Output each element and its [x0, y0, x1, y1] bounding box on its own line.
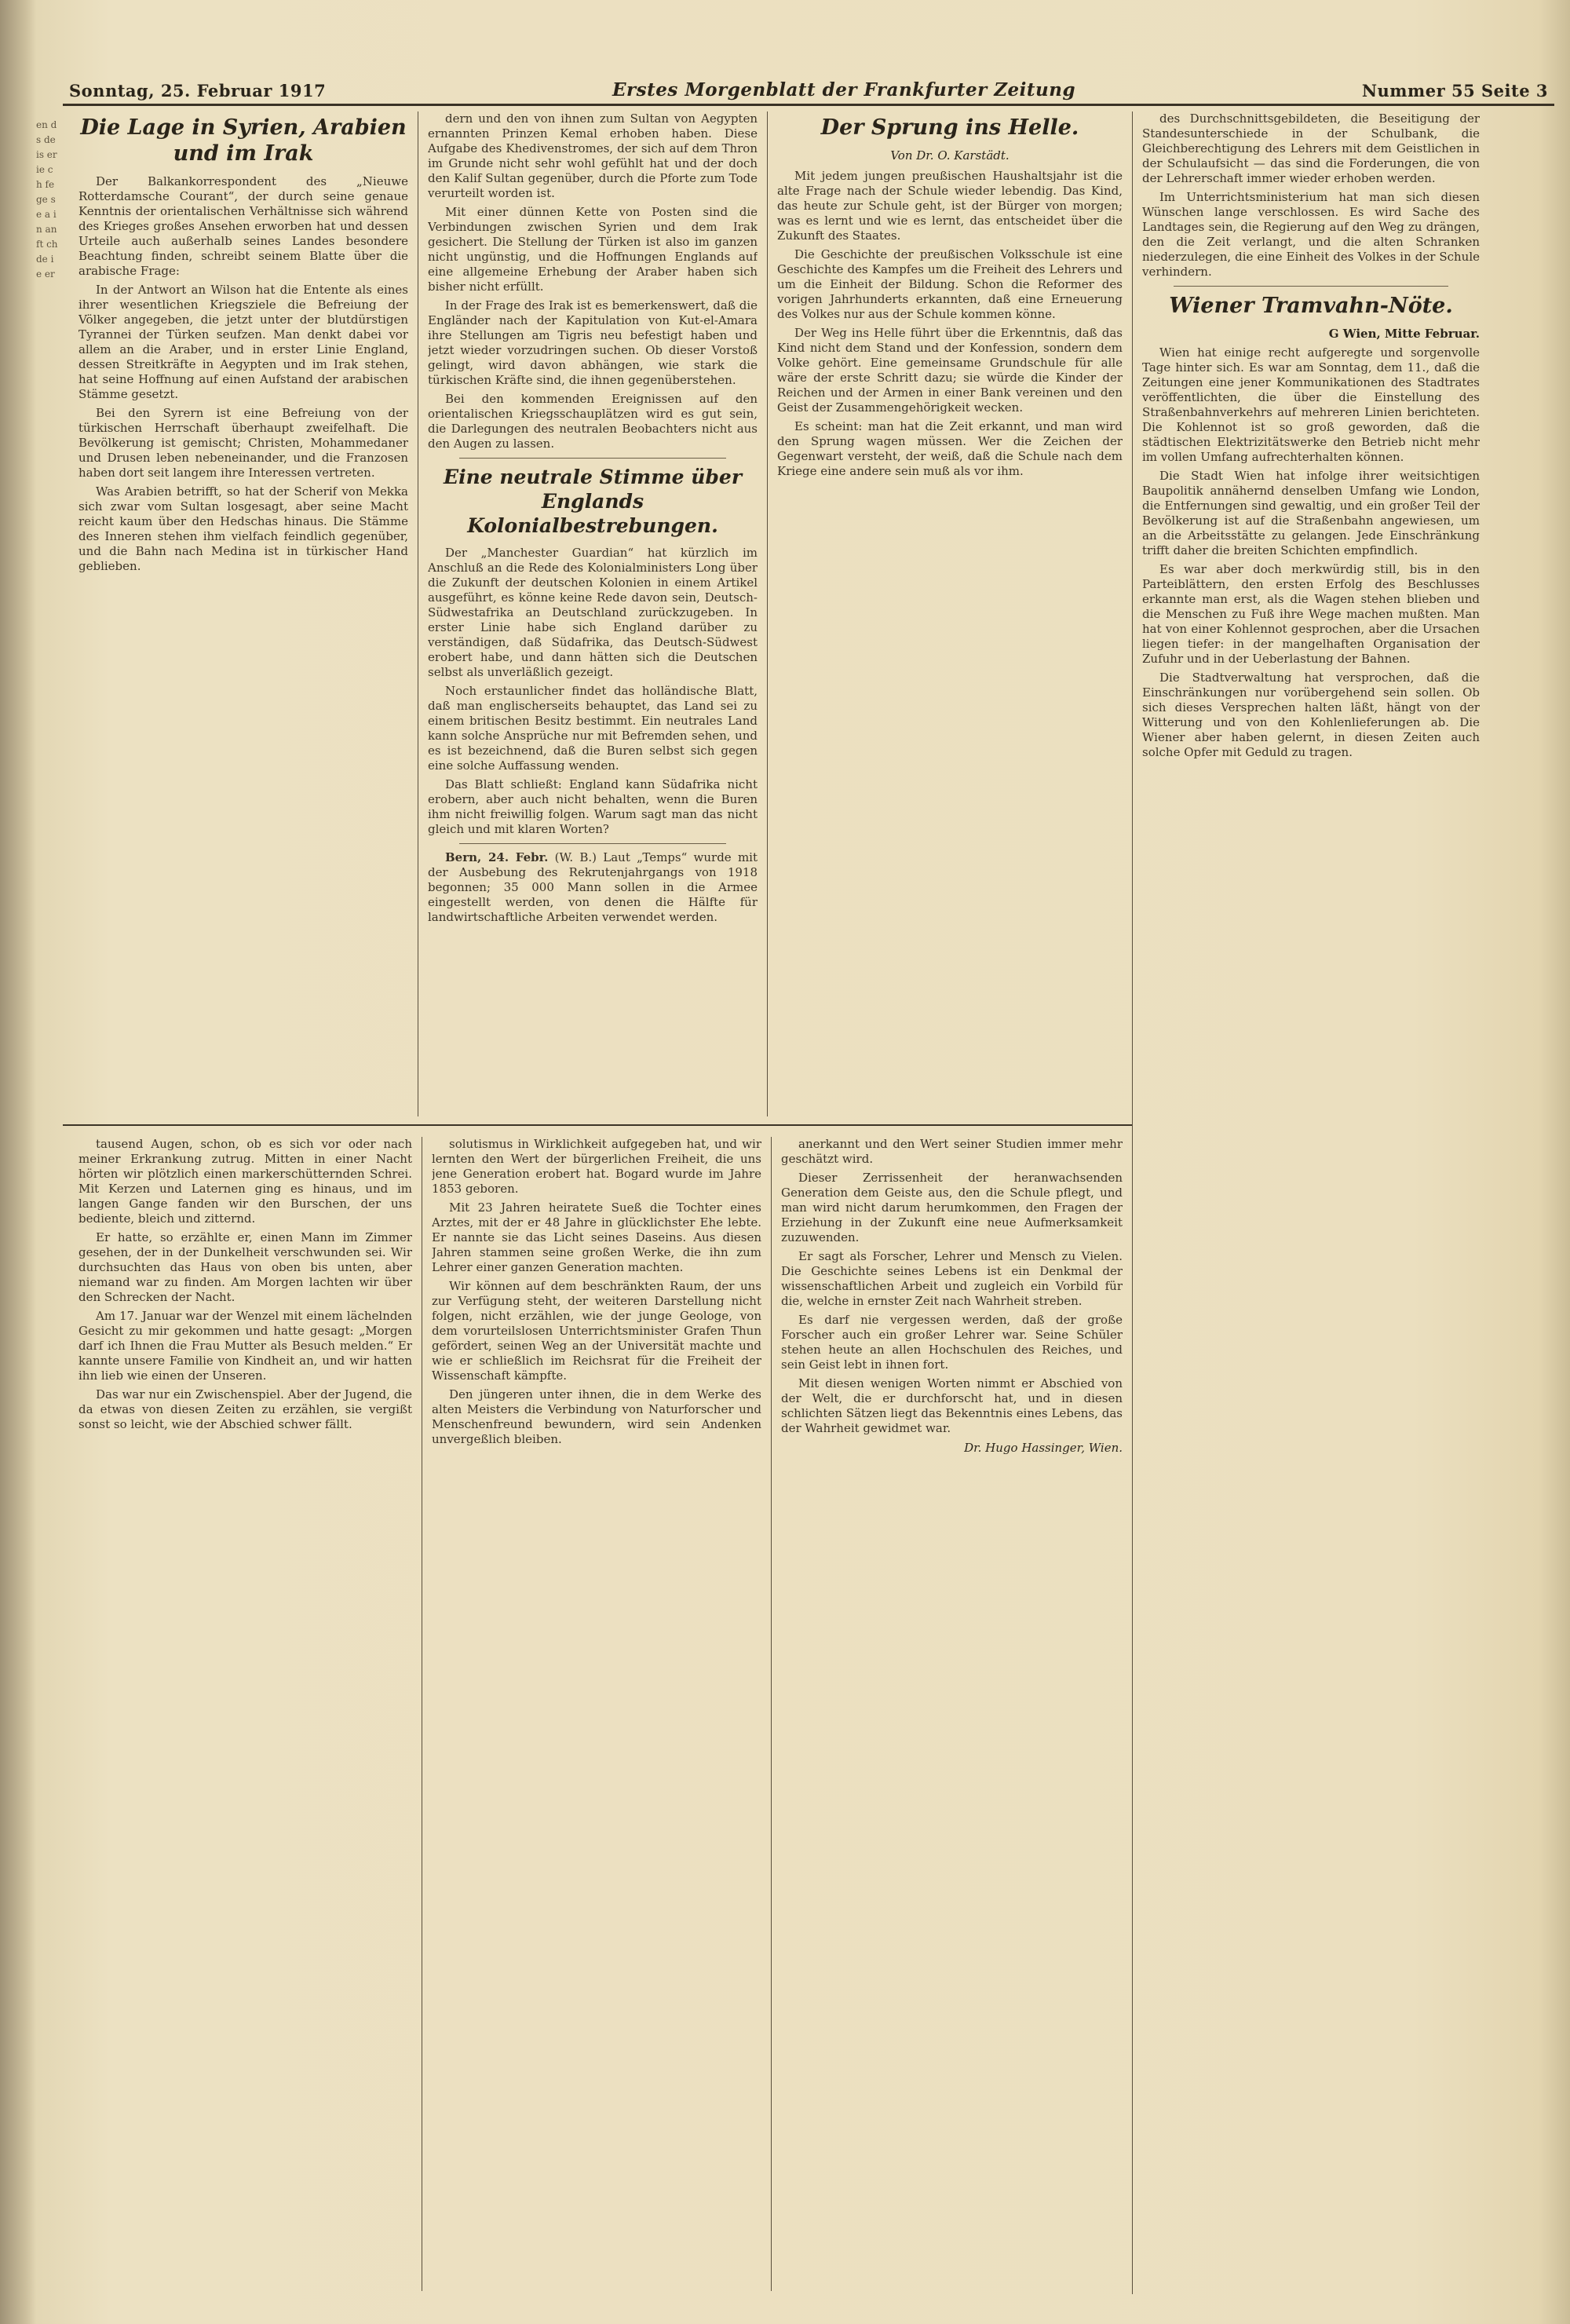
article-school-paragraph: Der Weg ins Helle führt über die Erkenntnis, daß das Kind nicht dem Stand und der Konfession, sondern dem Volke gehört. Eine gemeinsame Grundschule für alle wäre der erste Schritt dazu; sie würde die Kinder der Reichen und der Armen in einer Bank vereinen und den Geist der Zusammengehörigkeit wecken.	[777, 326, 1123, 415]
article-syria-continued: Mit einer dünnen Kette von Posten sind die Verbindungen zwischen Syrien und dem Irak gesichert. Die Stellung der Türken ist also im ganzen nicht ungünstig, und die Hoffnungen Englands auf eine allgemeine Erhebung der Araber haben sich bisher nicht erfüllt.	[428, 205, 758, 294]
article-syria-continued: In der Frage des Irak ist es bemerkenswert, daß die Engländer nach der Kapitulation von Kut-el-Amara ihre Stellungen am Tigris neu befestigt haben und jetzt wieder vorzudringen suchen. Ob dieser Vorstoß gelingt, wird davon abhängen, wie stark die türkischen Kräfte sind, die ihnen gegenüberstehen.	[428, 298, 758, 387]
article-syria-paragraph: In der Antwort an Wilson hat die Entente als eines ihrer wesentlichen Kriegsziele die Befreiung der Völker angegeben, die jetzt unter der blutdürstigen Tyrannei der Türken seufzen. Man denkt dabei vor allem an die Araber, und in erster Linie England, dessen Streitkräfte in Aegypten und im Irak stehen, hat seine Hoffnung auf einen Aufstand der arabischen Stämme gesetzt.	[78, 283, 408, 401]
article-tram-paragraph: Es war aber doch merkwürdig still, bis in den Parteiblättern, den ersten Erfolg des Beschlusses erkannte man erst, als die Wagen stehen blieben und die Menschen zu Fuß ihre Wege machen mußten. Man hat von einer Kohlennot gesprochen, aber die Ursachen liegen tiefer: in der mangelhaften Organisation der Zufuhr und in der Ueberlastung der Bahnen.	[1142, 562, 1480, 666]
article-colonial-paragraph: Noch erstaunlicher findet das holländische Blatt, daß man englischerseits behauptet, das Land sei zu einem britischen Besitz bestimmt. Ein neutrales Land kann solche Ansprüche nur mit Befremden sehen, und es ist bezeichnend, daß die Buren selbst sich gegen eine solche Auffassung wenden.	[428, 684, 758, 773]
article-school-headline: Der Sprung ins Helle.	[820, 115, 1079, 140]
article-syria-paragraph: Bei den Syrern ist eine Befreiung von der türkischen Herrschaft überhaupt zweifelhaft. Die Bevölkerung ist gemischt; Christen, Mohammedaner und Drusen leben nebeneinander, und die Franzosen haben dort seit langem ihre Interessen vertreten.	[78, 406, 408, 480]
article-colonial-paragraph: Der „Manchester Guardian“ hat kürzlich im Anschluß an die Rede des Kolonialministers Long über die Zukunft der deutschen Kolonien in einem Artikel ausgeführt, es könne keine Rede davon sein, Deutsch-Südwestafrika an Deutschland zurückzugeben. In erster Linie habe sich England darüber zu verständigen, daß Südafrika, das Deutsch-Südwest erobert habe, und dann hätten sich die Deutschen selbst als unverläßlich gezeigt.	[428, 546, 758, 679]
masthead-title: Erstes Morgenblatt der Frankfurter Zeitung	[612, 79, 1076, 100]
article-colonial-headline: Eine neutrale Stimme über Englands Kolonialbestrebungen.	[444, 466, 742, 537]
article-tram-headline: Wiener Tramvahn-Nöte.	[1169, 294, 1453, 318]
feuilleton-rule	[63, 1124, 1132, 1126]
article-school-continued: des Durchschnittsgebildeten, die Beseitigung der Standesunterschiede in der Schulbank, die Gleichberechtigung des Lehrers mit dem Geistlichen in der Schulaufsicht — das sind die Forderungen, die von der Lehrerschaft immer wieder erhoben werden.	[1142, 111, 1480, 185]
feuilleton-paragraph: Das war nur ein Zwischenspiel. Aber der Jugend, die da etwas von diesen Zeiten zu erzählen, sie vergißt sonst so leicht, wie der Abschied schwer fällt.	[78, 1387, 412, 1431]
article-tram-paragraph: Die Stadtverwaltung hat versprochen, daß die Einschränkungen nur vorübergehend sein sollen. Ob sich dieses Versprechen halten läßt, hängt von der Witterung und von den Kohlenlieferungen ab. Die Wiener aber haben gelernt, in diesen Zeiten auch solche Opfer mit Geduld zu tragen.	[1142, 671, 1480, 759]
feuilleton-paragraph: solutismus in Wirklichkeit aufgegeben hat, und wir lernten den Wert der bürgerlichen Freiheit, die uns jene Generation erobert hat. Bogard wurde im Jahre 1853 geboren.	[432, 1137, 761, 1196]
masthead-issue: Nummer 55 Seite 3	[1361, 81, 1548, 100]
column-2	[428, 111, 758, 1116]
news-bern	[428, 850, 758, 925]
article-school-paragraph: Es scheint: man hat die Zeit erkannt, und man wird den Sprung wagen müssen. Wer die Zeichen der Gegenwart versteht, der weiß, daß die Schule nach dem Kriege eine andere sein muß als vor ihm.	[777, 419, 1123, 478]
article-tram-paragraph: Die Stadt Wien hat infolge ihrer weitsichtigen Baupolitik annähernd denselben Umfang wie London, die Entfernungen sind gewaltig, und ein großer Teil der Bevölkerung ist auf die Straßenbahn angewiesen, um an die Arbeitsstätte zu gelangen. Jede Einschränkung trifft daher die breiten Schichten empfindlich.	[1142, 469, 1480, 557]
feuilleton-column-1	[78, 1137, 412, 2291]
article-colonial-paragraph: Das Blatt schließt: England kann Südafrika nicht erobern, aber auch nicht behalten, wenn die Buren ihm nicht freiwillig folgen. Warum sagt man das nicht gleich und mit klaren Worten?	[428, 777, 758, 836]
column-rule	[767, 111, 768, 1116]
masthead	[63, 75, 1554, 106]
news-bern-text: (W. B.) Laut „Temps“ wurde mit der Ausbebung des Rekrutenjahrgangs von 1918 begonnen; 35 000 Mann sollen in die Armee eingestellt werden, von denen die Hälfte für landwirtschaftliche Arbeiten verwendet werden.	[428, 850, 758, 924]
feuilleton-column-2	[432, 1137, 761, 2291]
column-3	[777, 111, 1123, 1116]
column-rule	[1132, 111, 1133, 2294]
column-rule	[771, 1137, 772, 2291]
article-syria-continued: dern und den von ihnen zum Sultan von Aegypten ernannten Prinzen Kemal erhoben haben. Diese Aufgabe des Khedivenstromes, der sich auf dem Thron im Grunde nicht sehr wohl gefühlt hat und der doch den Kalif Sultan gegenüber, durch die Pforte zum Tode verurteilt worden ist.	[428, 111, 758, 200]
news-bern-dateline: Bern, 24. Febr.	[445, 850, 549, 864]
feuilleton-column-3	[781, 1137, 1123, 2291]
feuilleton-paragraph: anerkannt und den Wert seiner Studien immer mehr geschätzt wird.	[781, 1137, 1123, 1166]
feuilleton-paragraph: Es darf nie vergessen werden, daß der große Forscher auch ein großer Lehrer war. Seine Schüler stehen heute an allen Hochschulen des Reiches, und sein Geist lebt in ihnen fort.	[781, 1313, 1123, 1372]
column-1	[78, 111, 408, 1116]
feuilleton-paragraph: Den jüngeren unter ihnen, die in dem Werke des alten Meisters die Verbindung von Naturforscher und Menschenfreund bewundern, wird sein Andenken unvergeßlich bleiben.	[432, 1387, 761, 1446]
article-school-paragraph: Mit jedem jungen preußischen Haushaltsjahr ist die alte Frage nach der Schule wieder lebendig. Das Kind, das heute zur Schule geht, ist der Bürger von morgen; was es lernt und wie es lernt, das entscheidet über die Zukunft des Staates.	[777, 169, 1123, 243]
masthead-date: Sonntag, 25. Februar 1917	[69, 81, 327, 100]
adjacent-page-edge: en ds de is er ie ch fe ge se a in an ft ch de ie er	[36, 119, 58, 280]
article-school-byline: Von Dr. O. Karstädt.	[890, 148, 1010, 163]
article-separator	[459, 458, 726, 459]
article-school-paragraph: Die Geschichte der preußischen Volksschule ist eine Geschichte des Kampfes um die Freiheit des Lehrers und um die Einheit der Bildung. Schon die Reformer des vorigen Jahrhunderts erkannten, daß eine Erneuerung des Volkes nur aus der Schule kommen könne.	[777, 247, 1123, 321]
feuilleton-paragraph: Er hatte, so erzählte er, einen Mann im Zimmer gesehen, der in der Dunkelheit verschwunden sei. Wir durchsuchten das Haus von oben bis unten, aber niemand war zu finden. Am Morgen lachten wir über den Schrecken der Nacht.	[78, 1230, 412, 1304]
article-syria-headline: Die Lage in Syrien, Arabien und im Irak	[80, 115, 407, 166]
feuilleton-paragraph: Mit diesen wenigen Worten nimmt er Abschied von der Welt, die er durchforscht hat, und in diesen schlichten Sätzen liegt das Bekenntnis eines Lebens, das der Wahrheit gewidmet war.	[781, 1376, 1123, 1435]
article-school-continued: Im Unterrichtsministerium hat man sich diesen Wünschen lange verschlossen. Es wird Sache des Landtages sein, die Regierung auf den Weg zu drängen, den die Zeit verlangt, und die alten Schranken niederzulegen, die eine Einheit des Volkes in der Schule verhindern.	[1142, 190, 1480, 279]
column-4	[1142, 111, 1480, 2294]
feuilleton-paragraph: Am 17. Januar war der Wenzel mit einem lächelnden Gesicht zu mir gekommen und hatte gesagt: „Morgen darf ich Ihnen die Frau Mutter als Besuch melden.“ Er kannte unsere Familie von Kindheit an, und wir hatten ihn lieb wie einen der Unseren.	[78, 1309, 412, 1383]
feuilleton-paragraph: Mit 23 Jahren heiratete Sueß die Tochter eines Arztes, mit der er 48 Jahre in glücklichster Ehe lebte. Er nannte sie das Licht seines Daseins. Aus diesen Jahren stammen seine großen Werke, die ihn zum Lehrer einer ganzen Generation machten.	[432, 1200, 761, 1274]
feuilleton-paragraph: Wir können auf dem beschränkten Raum, der uns zur Verfügung steht, der weiteren Darstellung nicht folgen, nicht erzählen, wie der junge Geologe, von dem vorurteilslosen Unterrichtsminister Grafen Thun gefördert, seinen Weg an der Universität machte und wie er schließlich im Reichsrat für die Freiheit der Wissenschaft kämpfte.	[432, 1279, 761, 1383]
article-tram-paragraph: Wien hat einige recht aufgeregte und sorgenvolle Tage hinter sich. Es war am Sonntag, dem 11., daß die Zeitungen eine jener Kommunikationen des Stadtrates veröffentlichten, die über die Einstellung des Straßenbahnverkehrs auf mehreren Linien berichteten. Die Kohlennot ist so groß geworden, daß die städtischen Elektrizitätswerke den Betrieb nicht mehr im vollen Umfang aufrechterhalten können.	[1142, 345, 1480, 464]
feuilleton-paragraph: Er sagt als Forscher, Lehrer und Mensch zu Vielen. Die Geschichte seines Lebens ist ein Denkmal der wissenschaftlichen Arbeit und zugleich ein Vorbild für die, welche in ernster Zeit nach Wahrheit streben.	[781, 1249, 1123, 1308]
article-syria-paragraph: Was Arabien betrifft, so hat der Scherif von Mekka sich zwar vom Sultan losgesagt, aber seine Macht reicht kaum über den Hedschas hinaus. Die Stämme des Inneren stehen ihm vielfach feindlich gegenüber, und die Bahn nach Medina ist in türkischer Hand geblieben.	[78, 484, 408, 573]
feuilleton-paragraph: Dieser Zerrissenheit der heranwachsenden Generation dem Geiste aus, den die Schule pflegt, und man wird nicht darum herumkommen, den Fragen der Erziehung in der Zukunft eine neue Aufmerksamkeit zuzuwenden.	[781, 1171, 1123, 1244]
article-separator	[459, 843, 726, 844]
article-syria-continued: Bei den kommenden Ereignissen auf den orientalischen Kriegsschauplätzen wird es gut sein, die Darlegungen des neutralen Beobachters nicht aus den Augen zu lassen.	[428, 392, 758, 451]
article-separator	[1174, 286, 1448, 287]
article-tram-dateline: G Wien, Mitte Februar.	[1328, 327, 1480, 341]
article-syria-paragraph: Der Balkankorrespondent des „Nieuwe Rotterdamsche Courant“, der durch seine genaue Kenntnis der orientalischen Verhältnisse sich während des Krieges großes Ansehen erworben hat und dessen Urteile auch außerhalb seines Landes besondere Beachtung finden, schreibt seinem Blatte über die arabische Frage:	[78, 174, 408, 278]
feuilleton-paragraph: tausend Augen, schon, ob es sich vor oder nach meiner Erkrankung zutrug. Mitten in einer Nacht hörten wir plötzlich einen markerschütternden Schrei. Mit Kerzen und Laternen ging es hinaus, und im langen Gange fanden wir den Burschen, der uns bediente, bleich und zitternd.	[78, 1137, 412, 1226]
page-binding-shadow	[0, 0, 36, 2324]
feuilleton-signature: Dr. Hugo Hassinger, Wien.	[964, 1441, 1123, 1455]
